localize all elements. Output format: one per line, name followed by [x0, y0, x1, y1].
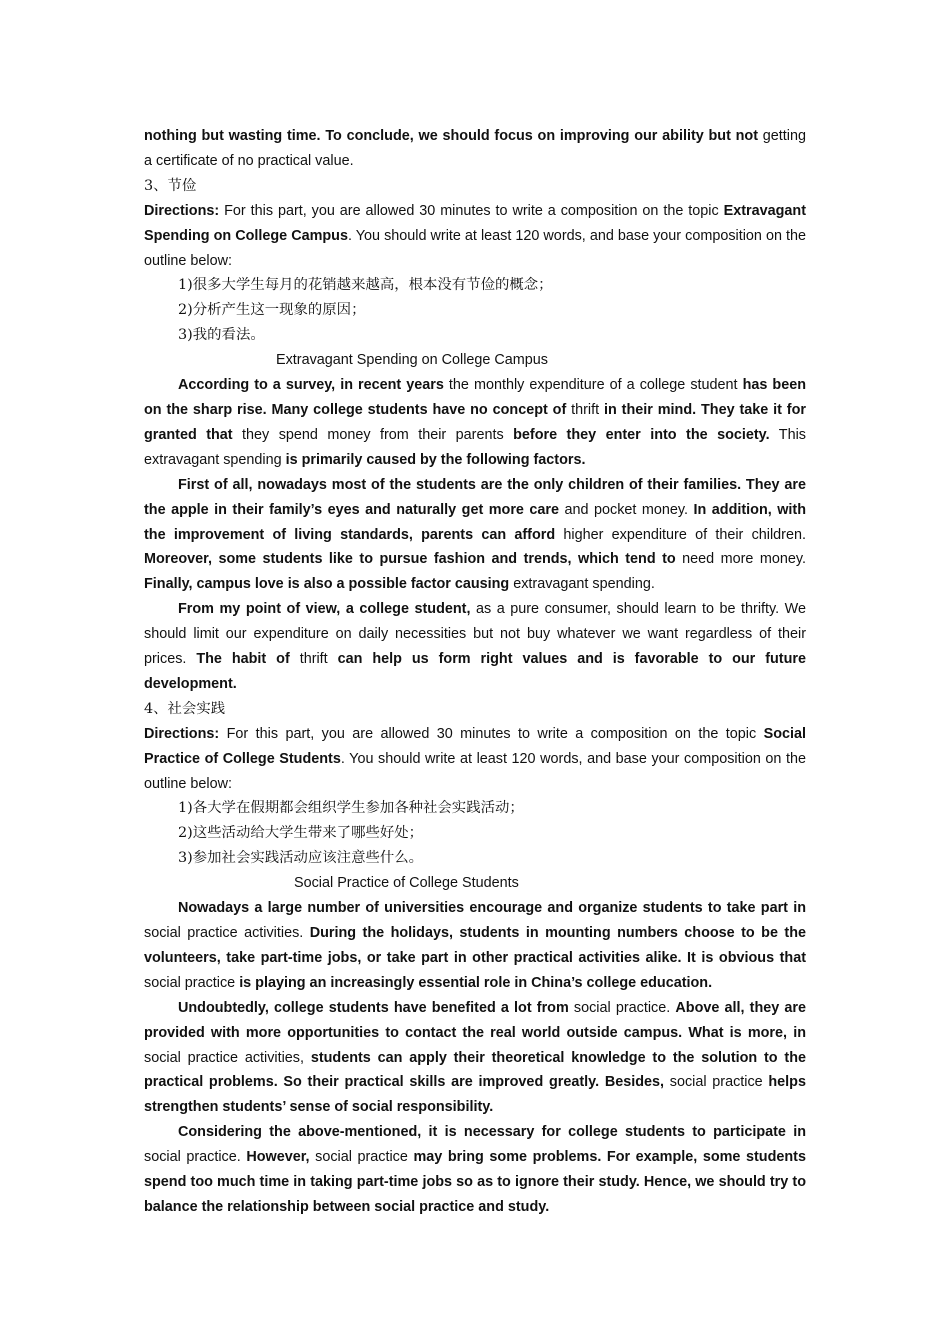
text: social practice [664, 1074, 769, 1091]
bold-text: can help us form right values and is favorable to our future development. [144, 651, 806, 692]
bold-text: Undoubtedly, college students have benefited a lot from [178, 999, 569, 1016]
bold-text: Above all, they are provided with more opportunities to contact the real world outside campus. What is more, in [144, 999, 806, 1041]
bold-text: has been on the sharp rise. Many college students have no concept of [144, 377, 806, 418]
text: For this part, you are allowed 30 minutes to write a composition on the topic [219, 725, 764, 742]
text: . You should write at least 120 words, and base your composition on the outline below: [144, 227, 806, 269]
topic-title: Social Practice of College Students [144, 725, 806, 767]
text: as a pure consumer, should learn to be thrifty. We should limit our expenditure on daily necessities but not buy whatever we want regardless of their prices. [144, 601, 806, 668]
text: and pocket money. [559, 501, 694, 518]
outline-item: 3)我的看法。 [178, 327, 265, 344]
essay-paragraph [144, 473, 806, 598]
text: social practice [309, 1149, 414, 1166]
bold-text: Considering the above-mentioned, it is necessary for college students to participate in [178, 1124, 806, 1141]
text: For this part, you are allowed 30 minutes to write a composition on the topic [219, 202, 724, 219]
bold-text: may bring some problems. For example, some students spend too much time in taking part-time jobs so as to ignore their study. Hence, we should try to balance the relationship between social practice and study. [144, 1149, 806, 1215]
text: thrift [289, 651, 338, 668]
text: social practice. [144, 1149, 247, 1166]
bold-text: students can apply their theoretical knowledge to the solution to the practical problems. So their practical skills are improved greatly. Besides, [144, 1049, 806, 1091]
continued-paragraph [144, 124, 806, 174]
text: social practice. [568, 999, 676, 1016]
section-heading-4: 4、社会实践 [144, 700, 226, 717]
bold-text: is playing an increasingly essential role in China’s college education. [239, 974, 713, 991]
bold-text: nothing but wasting time. To conclude, we should focus on improving our ability but not [144, 128, 759, 144]
bold-text: is primarily caused by the following factors. [285, 451, 586, 468]
essay-paragraph [144, 896, 806, 996]
bold-text: First of all, nowadays most of the students are the only children of their families. They are the apple in their family’s eyes and naturally get more care [144, 476, 806, 518]
text: need more money. [675, 551, 806, 568]
text: This extravagant spending [144, 426, 806, 468]
directions-paragraph-4 [144, 722, 806, 797]
bold-text: In addition, with the improvement of living standards, parents can afford [144, 501, 807, 543]
text: social practice activities, [144, 1049, 311, 1066]
directions-paragraph-3 [144, 199, 806, 274]
text: getting a certificate of no practical value. [144, 128, 806, 169]
text: they spend money from their parents [232, 426, 514, 443]
bold-text: According to a survey, in recent years [178, 377, 444, 394]
essay-title-4: Social Practice of College Students [294, 875, 519, 892]
essay-paragraph [144, 597, 806, 697]
bold-text: During the holidays, students in mounting numbers choose to be the volunteers, take part-time jobs, or take part in other practical activities alike. It is obvious that [144, 925, 807, 966]
directions-label: Directions: [144, 725, 220, 742]
directions-label: Directions: [144, 202, 220, 219]
outline-item: 3)参加社会实践活动应该注意些什么。 [178, 850, 424, 867]
text: the monthly expenditure of a college student [443, 377, 743, 394]
bold-text: From my point of view, a college student, [178, 601, 471, 618]
topic-title: Extravagant Spending on College Campus [144, 202, 806, 244]
bold-text: Nowadays a large number of universities encourage and organize students to take part in [178, 900, 806, 917]
essay-paragraph [144, 1120, 806, 1220]
essay-paragraph [144, 373, 806, 473]
bold-text: before they enter into the society. [513, 426, 770, 443]
text: . You should write at least 120 words, and base your composition on the outline below: [144, 750, 806, 792]
text: higher expenditure of their children. [555, 526, 806, 543]
bold-text: Finally, campus love is also a possible factor causing [144, 576, 510, 593]
outline-item: 1)很多大学生每月的花销越来越高，根本没有节俭的概念； [178, 277, 553, 294]
essay-paragraph [144, 996, 806, 1121]
bold-text: The habit of [196, 651, 290, 668]
essay-title-3: Extravagant Spending on College Campus [276, 352, 548, 369]
bold-text: However, [246, 1149, 310, 1166]
bold-text: helps strengthen students’ sense of social responsibility. [144, 1074, 806, 1116]
text: extravagant spending. [509, 576, 655, 593]
bold-text: Moreover, some students like to pursue fashion and trends, which tend to [144, 551, 676, 568]
document-page [144, 124, 806, 1220]
text: social practice [144, 974, 240, 991]
text: thrift [566, 401, 604, 418]
section-heading-3: 3、节俭 [144, 177, 197, 194]
outline-item: 2)分析产生这一现象的原因； [178, 302, 366, 319]
outline-item: 1)各大学在假期都会组织学生参加各种社会实践活动； [178, 800, 524, 817]
text: social practice activities. [144, 925, 310, 941]
outline-item: 2)这些活动给大学生带来了哪些好处； [178, 825, 424, 842]
bold-text: in their mind. They take it for granted that [144, 401, 806, 443]
